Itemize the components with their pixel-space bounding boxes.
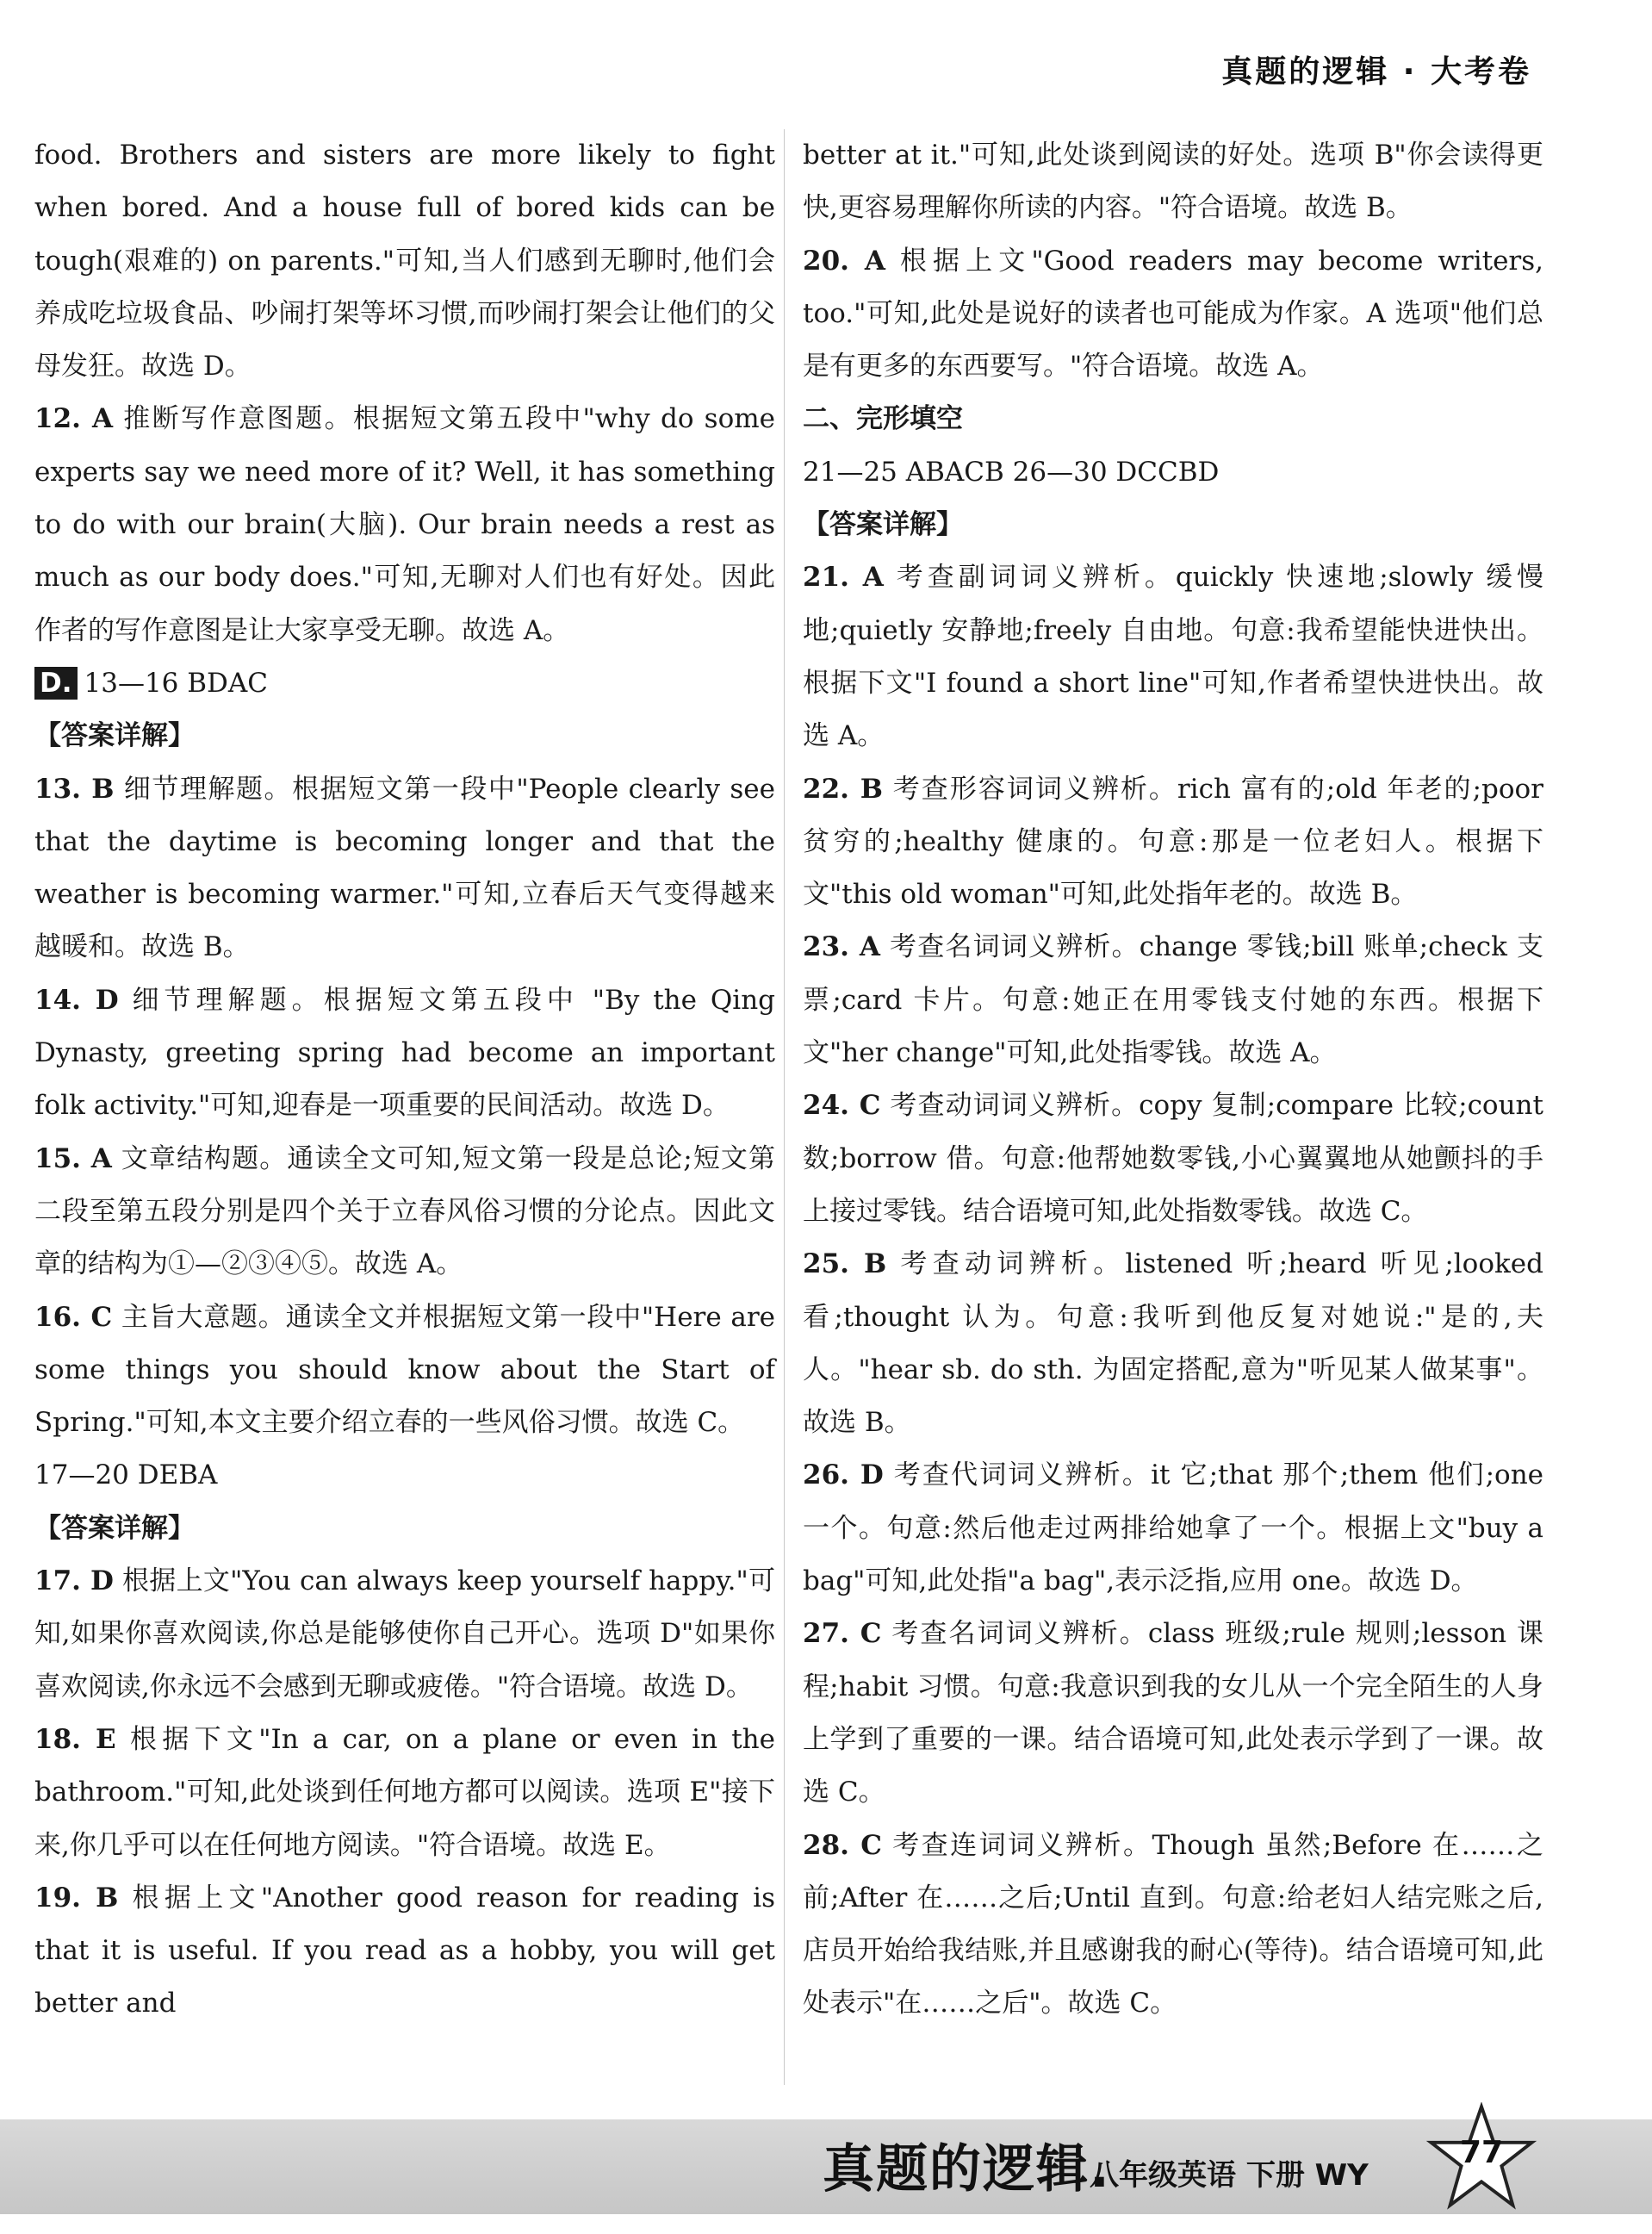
answer-paragraph	[34, 1555, 775, 1714]
explanation-text: 根据下文"In a car, on a plane or even in the bathroom."可知,此处谈到任何地方都可以阅读。选项 E"接下来,你几乎可以在任何地方阅读。"符合语境。故选 E。	[34, 1723, 775, 1861]
question-number: 12. A	[34, 403, 114, 435]
question-number: 24. C	[803, 1090, 881, 1122]
question-number: 15. A	[34, 1142, 112, 1174]
answer-detail-heading: 【答案详解】	[803, 509, 963, 541]
question-number: 28. C	[803, 1829, 882, 1861]
explanation-text: food. Brothers and sisters are more likely to fight when bored. And a house full of bored kids can be tough(艰难的) on parents."可知,当人们感到无聊时,他们会养成吃垃圾食品、吵闹打架等坏习惯,而吵闹打架会让他们的父母发狂。故选 D。	[34, 140, 775, 383]
answer-paragraph	[803, 1608, 1543, 1819]
answer-paragraph	[803, 129, 1543, 235]
answer-paragraph	[803, 1080, 1543, 1238]
answer-detail-heading: 【答案详解】	[34, 1512, 195, 1544]
answer-paragraph	[34, 1872, 775, 2031]
explanation-text: 推断写作意图题。根据短文第五段中"why do some experts say we need more of it? Well, it has something to do with our brain(大脑). Our brain needs a rest as much as our body does."可知,无聊对人们也有好处。因此作者的写作意图是让大家享受无聊。故选 A。	[34, 403, 775, 646]
explanation-text: 考查动词辨析。listened 听;heard 听见;looked 看;thought 认为。句意:我听到他反复对她说:"是的,夫人。"hear sb. do sth. 为固定搭配,意为"听见某人做某事"。故选 B。	[803, 1248, 1543, 1439]
question-number: 18. E	[34, 1723, 116, 1755]
answer-paragraph	[34, 129, 775, 393]
question-number: 14. D	[34, 984, 119, 1016]
part-label-box: D.	[34, 667, 78, 700]
page-number: 77	[1459, 2135, 1504, 2170]
explanation-text: 考查动词词义辨析。copy 复制;compare 比较;count 数;borrow 借。句意:他帮她数零钱,小心翼翼地从她颤抖的手上接过零钱。结合语境可知,此处指数零钱。故选 C。	[803, 1090, 1543, 1227]
answer-paragraph	[803, 551, 1543, 762]
question-number: 21. A	[803, 562, 884, 594]
question-number: 22. B	[803, 773, 883, 805]
answer-paragraph	[803, 1449, 1543, 1608]
question-number: 20. A	[803, 245, 885, 277]
explanation-text: 21—25 ABACB 26—30 DCCBD	[803, 456, 1220, 488]
answer-paragraph	[34, 1714, 775, 1872]
answer-paragraph	[803, 921, 1543, 1080]
explanation-text: 考查名词词义辨析。class 班级;rule 规则;lesson 课程;habit 习惯。句意:我意识到我的女儿从一个完全陌生的人身上学到了重要的一课。结合语境可知,此处表示学到了一课。故选 C。	[803, 1618, 1543, 1808]
explanation-text: 细节理解题。根据短文第五段中 "By the Qing Dynasty, greeting spring had become an important folk activity."可知,迎春是一项重要的民间活动。故选 D。	[34, 984, 776, 1122]
right-column	[803, 129, 1543, 2031]
explanation-text: 13—16 BDAC	[84, 667, 269, 699]
section-heading: 二、完形填空	[803, 403, 963, 435]
answer-detail-heading: 【答案详解】	[34, 720, 195, 752]
answer-paragraph	[803, 1820, 1543, 2031]
column-divider	[784, 129, 785, 2085]
explanation-text: 根据上文"Another good reason for reading is that it is useful. If you read as a hobby, you will get better and	[34, 1882, 775, 2019]
answer-paragraph	[34, 763, 775, 974]
question-number: 16. C	[34, 1301, 113, 1333]
question-number: 19. B	[34, 1882, 119, 1914]
answer-paragraph	[34, 1291, 775, 1450]
answer-paragraph	[34, 1449, 775, 1502]
question-number: 23. A	[803, 931, 880, 963]
answer-paragraph	[803, 235, 1543, 394]
left-column	[34, 129, 775, 2031]
explanation-text: 根据上文"Good readers may become writers, too."可知,此处是说好的读者也可能成为作家。A 选项"他们总是有更多的东西要写。"符合语境。故选 A。	[803, 245, 1544, 383]
header-title: 真题的逻辑 · 大考卷	[1221, 54, 1531, 90]
question-number: 17. D	[34, 1565, 114, 1597]
footer-title: 真题的逻辑.	[823, 2139, 1111, 2200]
answer-paragraph	[34, 393, 775, 657]
explanation-text: 17—20 DEBA	[34, 1459, 218, 1491]
explanation-text: 根据上文"You can always keep yourself happy."可知,如果你喜欢阅读,你总是能够使你自己开心。选项 D"如果你喜欢阅读,你永远不会感到无聊或疲倦。"符合语境。故选 D。	[34, 1565, 775, 1702]
explanation-text: 考查代词词义辨析。it 它;that 那个;them 他们;one 一个。句意:然后他走过两排给她拿了一个。根据上文"buy a bag"可知,此处指"a bag",表示泛指,应用 one。故选 D。	[803, 1459, 1544, 1597]
question-number: 25. B	[803, 1248, 887, 1280]
explanation-text: better at it."可知,此处谈到阅读的好处。选项 B"你会读得更快,更容易理解你所读的内容。"符合语境。故选 B。	[803, 140, 1543, 224]
answer-paragraph	[803, 446, 1543, 499]
explanation-text: 考查名词词义辨析。change 零钱;bill 账单;check 支票;card 卡片。句意:她正在用零钱支付她的东西。根据下文"her change"可知,此处指零钱。故选 A。	[803, 931, 1543, 1069]
footer-subtitle: 八年级英语 下册 WY	[1090, 2158, 1369, 2193]
answer-paragraph	[34, 657, 775, 710]
answer-paragraph	[803, 1238, 1543, 1449]
explanation-text: 主旨大意题。通读全文并根据短文第一段中"Here are some things you should know about the Start of Spring."可知,本文主要介绍立春的一些风俗习惯。故选 C。	[34, 1301, 776, 1439]
explanation-text: 考查形容词词义辨析。rich 富有的;old 年老的;poor 贫穷的;healthy 健康的。句意:那是一位老妇人。根据下文"this old woman"可知,此处指年老的。故选 B。	[803, 773, 1543, 911]
explanation-text: 考查连词词义辨析。Though 虽然;Before 在……之前;After 在……之后;Until 直到。句意:给老妇人结完账之后,店员开始给我结账,并且感谢我的耐心(等待)。结合语境可知,此处表示"在……之后"。故选 C。	[803, 1829, 1543, 2019]
explanation-text: 文章结构题。通读全文可知,短文第一段是总论;短文第二段至第五段分别是四个关于立春风俗习惯的分论点。因此文章的结构为①—②③④⑤。故选 A。	[34, 1142, 775, 1280]
explanation-text: 细节理解题。根据短文第一段中"People clearly see that the daytime is becoming longer and that the weather is becoming warmer."可知,立春后天气变得越来越暖和。故选 B。	[34, 773, 775, 963]
answer-paragraph	[803, 763, 1543, 922]
answer-paragraph	[34, 974, 775, 1133]
question-number: 13. B	[34, 773, 115, 805]
question-number: 27. C	[803, 1618, 882, 1650]
explanation-text: 考查副词词义辨析。quickly 快速地;slowly 缓慢地;quietly 安静地;freely 自由地。句意:我希望能快进快出。根据下文"I found a short line"可知,作者希望快进快出。故选 A。	[803, 562, 1543, 752]
answer-paragraph	[34, 1133, 775, 1291]
question-number: 26. D	[803, 1459, 884, 1491]
